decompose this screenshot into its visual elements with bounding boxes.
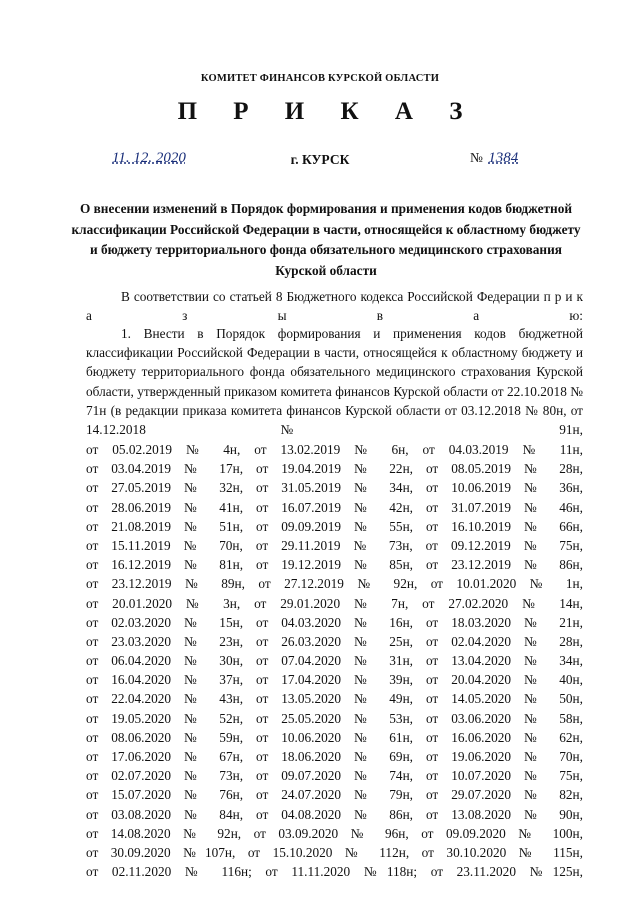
reference-line: от 02.03.2020 № 15н, от 04.03.2020 № 16н, от 18.03.2020 № 21н, <box>86 614 583 630</box>
reference-line: от 20.01.2020 № 3н, от 29.01.2020 № 7н, от 27.02.2020 № 14н, <box>86 595 583 611</box>
reference-line: от 08.06.2020 № 59н, от 10.06.2020 № 61н, от 16.06.2020 № 62н, <box>86 729 583 745</box>
reference-line: от 03.04.2019 № 17н, от 19.04.2019 № 22н, от 08.05.2019 № 28н, <box>86 461 583 477</box>
document-heading: О внесении изменений в Порядок формирования и применения кодов бюджетной классификации Российской Федерации в части, относящейся к областному бюджету и бюджету территориального фонда обязательного медицинского страхования Курской области <box>71 201 581 278</box>
reference-line: от 28.06.2019 № 41н, от 16.07.2019 № 42н, от 31.07.2019 № 46н, <box>86 499 583 515</box>
reference-line: от 05.02.2019 № 4н, от 13.02.2019 № 6н, от 04.03.2019 № 11н, <box>86 442 583 457</box>
reference-line: от 17.06.2020 № 67н, от 18.06.2020 № 69н, от 19.06.2020 № 70н, <box>86 749 583 764</box>
item-1-paragraph: 1. Внести в Порядок формирования и применения кодов бюджетной классификации Российской Федерации в части, относящейся к областному бюджету и бюджету территориального фонда обязательного медицинского страхования Курской области, утвержденный приказом комитета финансов Курской области от 22.10.2018 № 71н (в редакции приказа комитета финансов Курской области от 03.12.2018 № 80н, от 14.12.2018 № 91н, <box>86 326 583 438</box>
city-label: г. КУРСК <box>290 152 350 167</box>
reference-line: от 15.11.2019 № 70н, от 29.11.2019 № 73н, от 09.12.2019 № 75н, <box>86 537 583 553</box>
handwritten-date: 11. 12. 2020 <box>112 150 186 166</box>
reference-line: от 23.03.2020 № 23н, от 26.03.2020 № 25н, от 02.04.2020 № 28н, <box>86 633 583 649</box>
reference-line: от 23.12.2019 № 89н, от 27.12.2019 № 92н, от 10.01.2020 № 1н, <box>86 576 583 592</box>
number-sign: № <box>470 150 483 165</box>
handwritten-number: 1384 <box>488 150 519 166</box>
reference-line: от 15.07.2020 № 76н, от 24.07.2020 № 79н, от 29.07.2020 № 82н, <box>86 787 583 803</box>
reference-line: от 03.08.2020 № 84н, от 04.08.2020 № 86н, от 13.08.2020 № 90н, <box>86 806 583 822</box>
reference-line: от 02.11.2020 № 116н; от 11.11.2020 №118н; от 23.11.2020 №125н, <box>86 864 583 880</box>
document-title: П Р И К А З <box>177 98 478 125</box>
organization-name: КОМИТЕТ ФИНАНСОВ КУРСКОЙ ОБЛАСТИ <box>200 73 440 84</box>
reference-line: от 19.05.2020 № 52н, от 25.05.2020 № 53н, от 03.06.2020 № 58н, <box>86 710 583 726</box>
reference-line: от 16.04.2020 № 37н, от 17.04.2020 № 39н, от 20.04.2020 № 40н, <box>86 672 583 688</box>
reference-line: от 21.08.2019 № 51н, от 09.09.2019 № 55н, от 16.10.2019 № 66н, <box>86 518 583 534</box>
amendment-references <box>86 440 583 881</box>
reference-line: от 06.04.2020 № 30н, от 07.04.2020 № 31н, от 13.04.2020 № 34н, <box>86 653 583 669</box>
intro-paragraph: В соответствии со статьей 8 Бюджетного кодекса Российской Федерации п р и к а з ы в а ю: <box>86 289 583 324</box>
order-number <box>470 150 518 167</box>
reference-line: от 02.07.2020 № 73н, от 09.07.2020 № 74н, от 10.07.2020 № 75н, <box>86 768 583 784</box>
reference-line: от 16.12.2019 № 81н, от 19.12.2019 № 85н, от 23.12.2019 № 86н, <box>86 557 583 573</box>
reference-line: от 30.09.2020 №107н, от 15.10.2020 № 112н, от 30.10.2020 № 115н, <box>86 844 583 860</box>
reference-line: от 14.08.2020 № 92н, от 03.09.2020 № 96н, от 09.09.2020 № 100н, <box>86 825 583 841</box>
reference-line: от 22.04.2020 № 43н, от 13.05.2020 № 49н, от 14.05.2020 № 50н, <box>86 691 583 707</box>
reference-line: от 27.05.2019 № 32н, от 31.05.2019 № 34н, от 10.06.2019 № 36н, <box>86 480 583 496</box>
